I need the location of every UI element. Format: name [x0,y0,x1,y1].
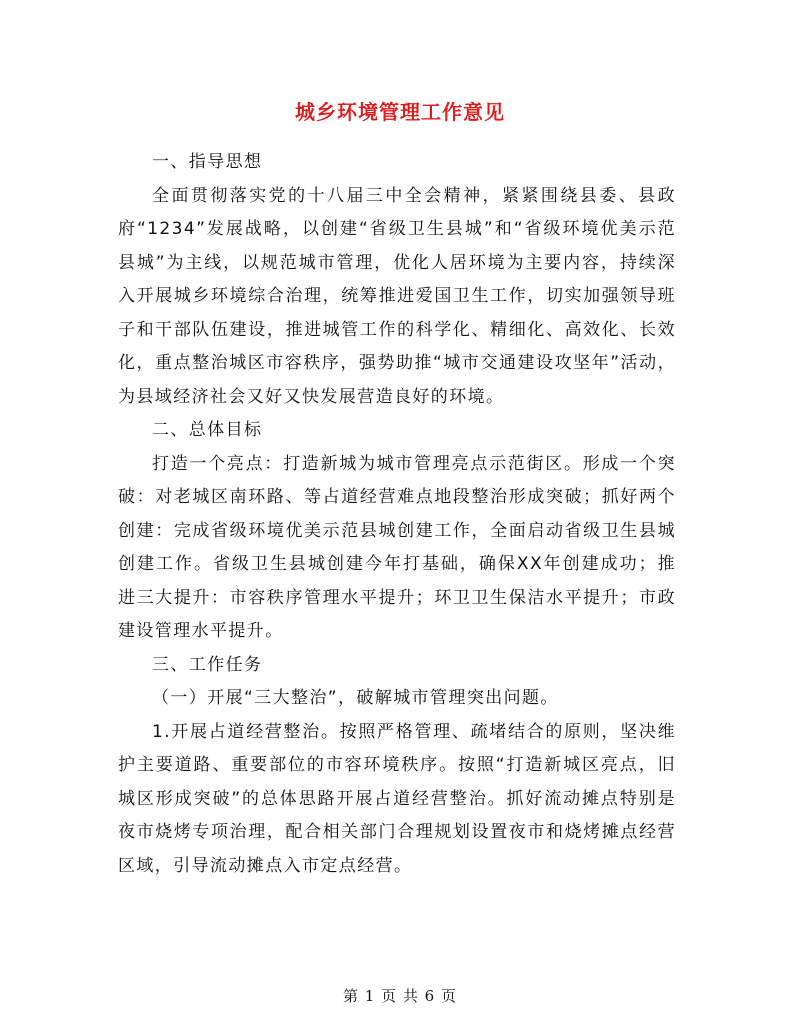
document-title: 城乡环境管理工作意见 [295,100,505,124]
document-body [118,146,676,883]
section-heading: 二、总体目标 [152,420,263,440]
page-number-footer: 第 1 页 共 6 页 [343,987,457,1005]
section-heading: 一、指导思想 [152,152,263,172]
body-paragraph: 打造一个亮点：打造新城为城市管理亮点示范街区。形成一个突破：对老城区南环路、等占道经营难点地段整治形成突破；抓好两个创建：完成省级环境优美示范县城创建工作，全面启动省级卫生县城创建工作。省级卫生县城创建今年打基础，确保XX年创建成功；推进三大提升：市容秩序管理水平提升；环卫卫生保洁水平提升；市政建设管理水平提升。 [118,453,676,641]
body-paragraph: 全面贯彻落实党的十八届三中全会精神，紧紧围绕县委、县政府“1234”发展战略，以创建“省级卫生县城”和“省级环境优美示范县城”为主线，以规范城市管理，优化人居环境为主要内容，持续深入开展城乡环境综合治理，统筹推进爱国卫生工作，切实加强领导班子和干部队伍建设，推进城管工作的科学化、精细化、高效化、长效化，重点整治城区市容秩序，强势助推“城市交通建设攻坚年”活动，为县域经济社会又好又快发展营造良好的环境。 [118,185,676,407]
body-paragraph: 1.开展占道经营整治。按照严格管理、疏堵结合的原则，坚决维护主要道路、重要部位的市容环境秩序。按照“打造新城区亮点，旧城区形成突破”的总体思路开展占道经营整治。抓好流动摊点特别是夜市烧烤专项治理，配合相关部门合理规划设置夜市和烧烤摊点经营区域，引导流动摊点入市定点经营。 [118,721,676,876]
section-heading: 三、工作任务 [152,654,263,675]
subsection-heading: （一）开展“三大整治”，破解城市管理突出问题。 [152,688,559,708]
